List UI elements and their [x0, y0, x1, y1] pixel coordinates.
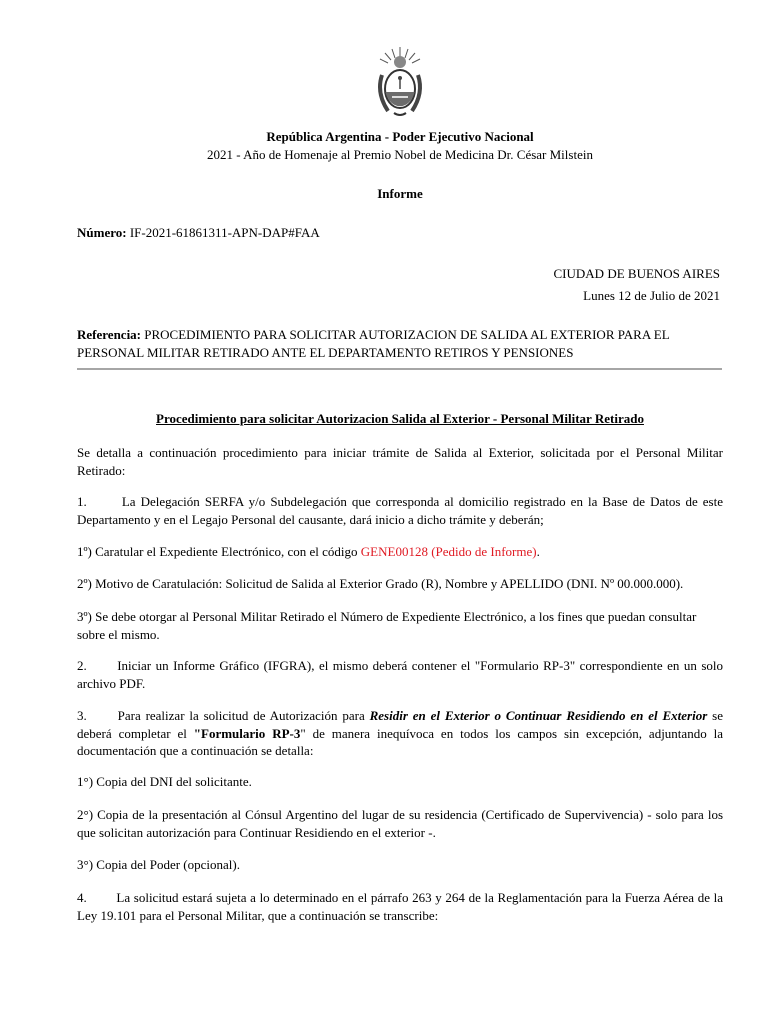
document-number	[77, 224, 723, 242]
item-3-mid: se deberá completar el	[77, 708, 723, 741]
doc-1: 1°) Copia del DNI del solicitante.	[77, 774, 252, 789]
header-year-motto: 2021 - Año de Homenaje al Premio Nobel de Medicina Dr. César Milstein	[207, 147, 593, 162]
step-1	[77, 543, 723, 561]
step-1-code: GENE00128 (Pedido de Informe)	[360, 544, 537, 559]
step-3: 3º) Se debe otorgar al Personal Militar Retirado el Número de Expediente Electrónico, a los fines que puedan consultar sobre el mismo.	[77, 609, 697, 642]
number-label: Número:	[77, 225, 127, 240]
step-1-end: .	[536, 544, 540, 559]
reference	[77, 326, 723, 361]
date: Lunes 12 de Julio de 2021	[583, 288, 720, 303]
item-3-pre: Para realizar la solicitud de Autorización para	[117, 708, 370, 723]
item-3-form: "Formulario RP-3	[193, 725, 301, 741]
item-2-number: 2.	[77, 658, 87, 673]
item-3-emphasis: Residir en el Exterior o Continuar Residiendo en el Exterior	[369, 708, 708, 723]
number-value: IF-2021-61861311-APN-DAP#FAA	[129, 225, 320, 240]
item-4-text: La solicitud estará sujeta a lo determinado en el párrafo 263 y 264 de la Reglamentación para la Fuerza Aérea de la Ley 19.101 para el Personal Militar, que a continuación se transcribe:	[77, 890, 724, 923]
step-1-text: 1º) Caratular el Expediente Electrónico, con el código	[77, 544, 361, 559]
item-4	[77, 889, 723, 924]
national-coat-of-arms-icon	[370, 45, 430, 121]
document-type: Informe	[377, 186, 423, 201]
item-4-number: 4.	[77, 890, 87, 905]
item-2	[77, 657, 723, 692]
doc-3: 3°) Copia del Poder (opcional).	[77, 857, 240, 872]
place: CIUDAD DE BUENOS AIRES	[553, 266, 720, 281]
intro-paragraph: Se detalla a continuación procedimiento para iniciar trámite de Salida al Exterior, solicitada por el Personal Militar Retirado:	[77, 445, 723, 478]
reference-value: PROCEDIMIENTO PARA SOLICITAR AUTORIZACION DE SALIDA AL EXTERIOR PARA EL PERSONAL MILITAR RETIRADO ANTE EL DEPARTAMENTO RETIROS Y PENSIONES	[77, 327, 670, 360]
item-1	[77, 493, 723, 528]
reference-label: Referencia:	[77, 327, 142, 342]
item-3-number: 3.	[77, 708, 87, 723]
item-3-post: " de manera inequívoca en todos los campos sin excepción, adjuntando la documentación que a continuación se detalla:	[77, 725, 723, 758]
item-1-text: La Delegación SERFA y/o Subdelegación que corresponda al domicilio registrado en la Base de Datos de este Departamento y en el Legajo Personal del causante, dará inicio a dicho trámite y deberán;	[77, 494, 723, 527]
doc-2: 2°) Copia de la presentación al Cónsul Argentino del lugar de su residencia (Certificado de Supervivencia) - solo para los que solicitan autorización para Continuar Residiendo en el exterior -.	[77, 807, 723, 840]
item-3	[77, 707, 723, 760]
separator	[77, 368, 722, 370]
section-title: Procedimiento para solicitar Autorizacion Salida al Exterior - Personal Militar Retirado	[156, 411, 644, 426]
step-2: 2º) Motivo de Caratulación: Solicitud de Salida al Exterior Grado (R), Nombre y APELLIDO (DNI. Nº 00.000.000).	[77, 576, 684, 591]
header-government: República Argentina - Poder Ejecutivo Nacional	[266, 129, 534, 144]
item-2-text: Iniciar un Informe Gráfico (IFGRA), el mismo deberá contener el "Formulario RP-3" correspondiente en un solo archivo PDF.	[77, 658, 723, 691]
item-1-number: 1.	[77, 494, 87, 509]
